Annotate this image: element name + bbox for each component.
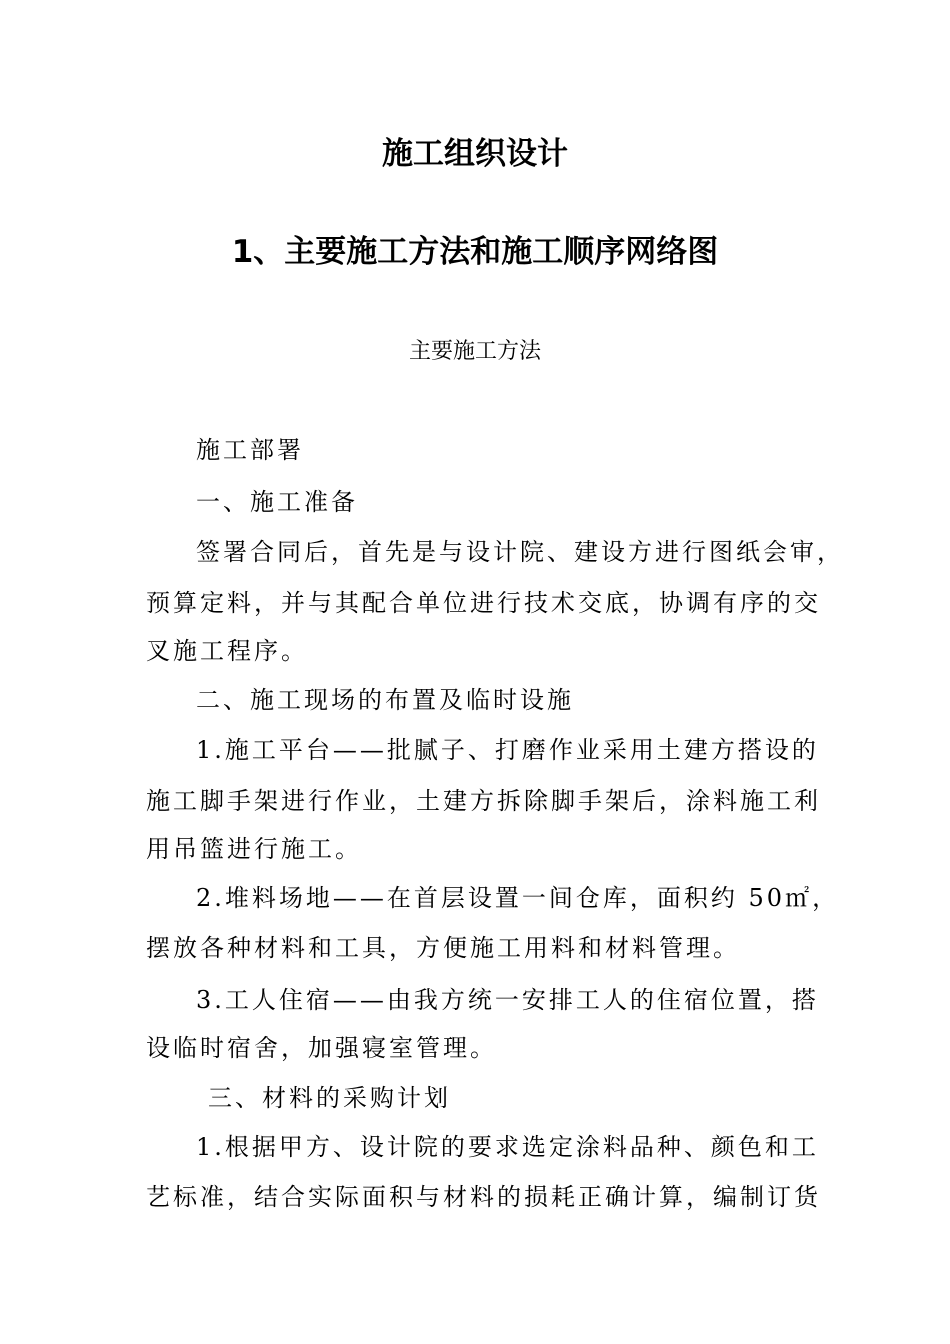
paragraph-line: 施工脚手架进行作业，土建方拆除脚手架后，涂料施工利 [146, 787, 821, 815]
paragraph-line: 1.施工平台——批腻子、打磨作业采用土建方搭设的 [196, 736, 819, 764]
paragraph-line: 设临时宿舍，加强寝室管理。 [146, 1034, 497, 1062]
document-title: 施工组织设计 [382, 136, 568, 172]
subheading: 主要施工方法 [408, 339, 541, 364]
paragraph-line: 预算定料，并与其配合单位进行技术交底，协调有序的交 [146, 589, 821, 617]
paragraph-line: 叉施工程序。 [146, 637, 308, 665]
paragraph-line: 签署合同后，首先是与设计院、建设方进行图纸会审， [196, 538, 844, 566]
paragraph-line: 摆放各种材料和工具，方便施工用料和材料管理。 [146, 934, 740, 962]
paragraph-line: 3.工人住宿——由我方统一安排工人的住宿位置，搭 [196, 986, 819, 1014]
paragraph-line: 二、施工现场的布置及临时设施 [196, 686, 574, 714]
paragraph-line: 施工部署 [196, 436, 304, 464]
paragraph-line: 三、材料的采购计划 [208, 1084, 451, 1112]
section-heading: 1、主要施工方法和施工顺序网络图 [231, 234, 719, 270]
paragraph-line: 一、施工准备 [196, 488, 358, 516]
paragraph-line: 2.堆料场地——在首层设置一间仓库，面积约 50㎡， [196, 884, 840, 912]
paragraph-line: 用吊篮进行施工。 [146, 835, 362, 863]
paragraph-line: 艺标准，结合实际面积与材料的损耗正确计算，编制订货 [146, 1183, 821, 1211]
paragraph-line: 1.根据甲方、设计院的要求选定涂料品种、颜色和工 [196, 1133, 819, 1161]
